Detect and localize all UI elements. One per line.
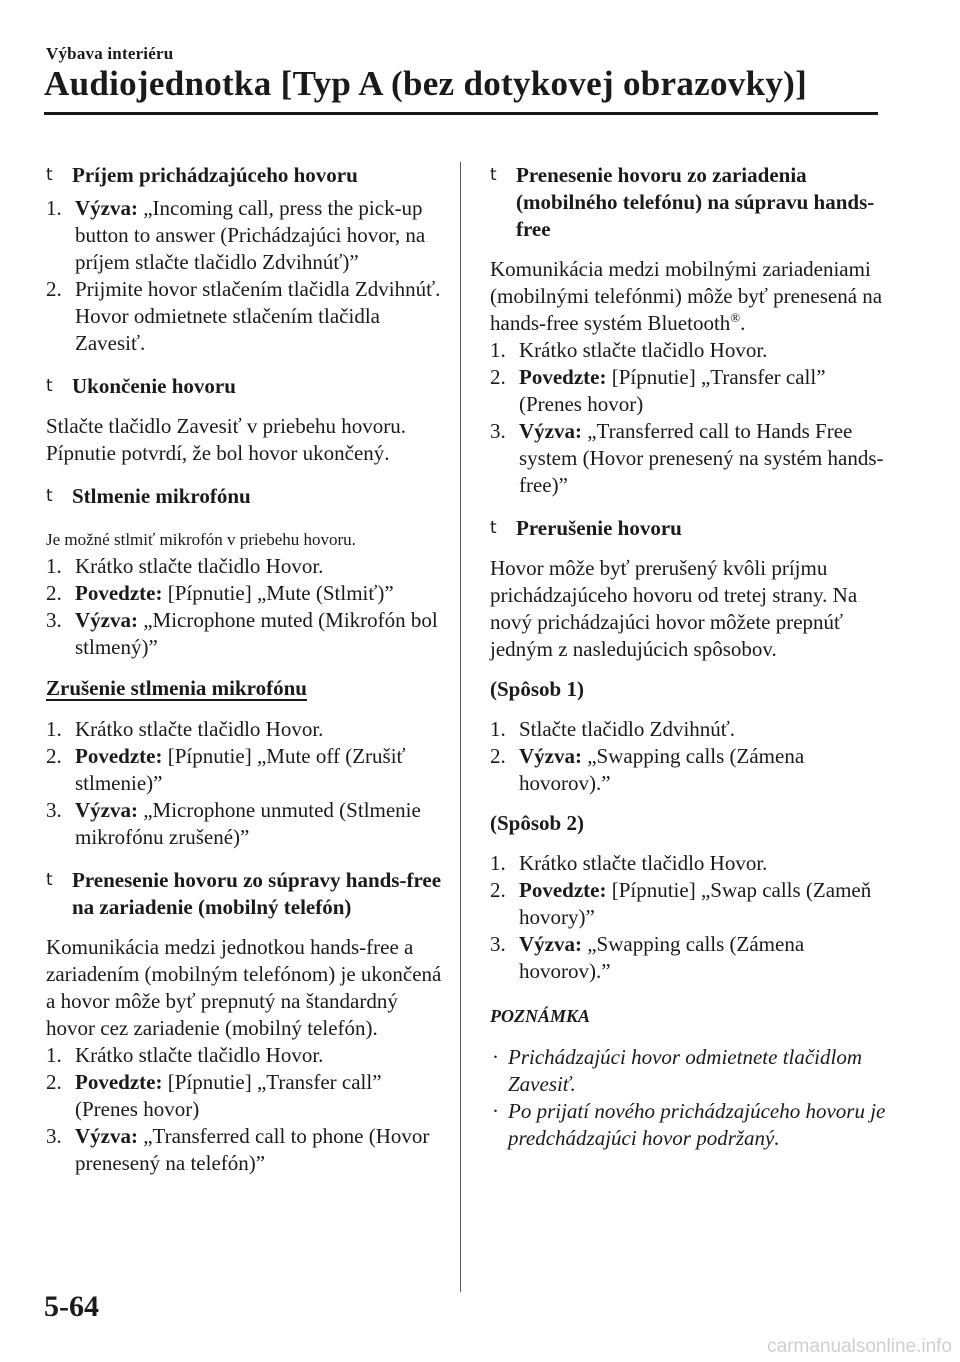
list-item: 3. Výzva: „Transferred call to Hands Free system (Hovor prenesený na systém hands-free)” (490, 419, 884, 497)
list-item: 1. Krátko stlačte tlačidlo Hovor. (490, 338, 768, 362)
incoming-call-steps (46, 195, 446, 357)
list-item: 1. Krátko stlačte tlačidlo Hovor. (46, 554, 324, 578)
list-item: 3. Výzva: „Transferred call to phone (Hovor prenesený na telefón)” (46, 1124, 430, 1175)
section-bullet-icon: t (46, 376, 53, 396)
list-item: 1. Výzva: „Incoming call, press the pick-up button to answer (Prichádzajúci hovor, na príjem stlačte tlačidlo Zdvihnúť)” (46, 196, 426, 274)
section-bullet-icon: t (46, 486, 53, 506)
mute-steps (46, 553, 446, 661)
right-column (490, 162, 890, 1152)
transfer-to-phone-steps (46, 1042, 446, 1177)
end-call-text: Stlačte tlačidlo Zavesiť v priebehu hovoru. Pípnutie potvrdí, že bol hovor ukončený. (46, 414, 407, 465)
list-item: 3. Výzva: „Swapping calls (Zámena hovorov).” (490, 932, 805, 983)
transfer-to-handsfree-text: Komunikácia medzi mobilnými zariadeniami (mobilnými telefónmi) môže byť prenesená na hands-free systém Bluetooth®. (490, 257, 883, 335)
chapter-label: Výbava interiéru (46, 44, 174, 63)
list-item: 2. Povedzte: [Pípnutie] „Transfer call” (Prenes hovor) (46, 1070, 382, 1121)
transfer-to-handsfree-steps (490, 337, 890, 499)
header-rule (44, 112, 878, 115)
mute-intro: Je možné stlmiť mikrofón v priebehu hovoru. (46, 530, 356, 549)
note-bullet-icon: · (492, 1045, 499, 1069)
list-item: · Prichádzajúci hovor odmietnete tlačidlom Zavesiť. (492, 1045, 863, 1096)
column-divider (460, 162, 461, 1292)
list-item: 2. Povedzte: [Pípnutie] „Mute off (Zrušiť stlmenie)” (46, 744, 406, 795)
list-item: 1. Krátko stlačte tlačidlo Hovor. (490, 851, 768, 875)
list-item: 1. Krátko stlačte tlačidlo Hovor. (46, 1043, 324, 1067)
section-heading-end-call: t Ukončenie hovoru (46, 374, 236, 398)
transfer-to-phone-text: Komunikácia medzi jednotkou hands-free a zariadením (mobilným telefónom) je ukončená a hovor môže byť prepnutý na štandardný hovor cez zariadenie (mobilný telefón). (46, 935, 442, 1040)
list-item: 2. Povedzte: [Pípnutie] „Swap calls (Zameň hovory)” (490, 878, 872, 929)
note-heading: POZNÁMKA (490, 1006, 591, 1026)
list-item: 1. Krátko stlačte tlačidlo Hovor. (46, 717, 324, 741)
list-item: 1. Stlačte tlačidlo Zdvihnúť. (490, 717, 736, 741)
section-heading-transfer-to-phone: t Prenesenie hovoru zo súpravy hands-free na zariadenie (mobilný telefón) (46, 868, 442, 919)
unmute-subheading: Zrušenie stlmenia mikrofónu (46, 676, 307, 700)
left-column (46, 162, 446, 1177)
method-1-heading: (Spôsob 1) (490, 677, 584, 701)
section-heading-call-waiting: t Prerušenie hovoru (490, 516, 682, 540)
section-bullet-icon: t (46, 870, 53, 890)
list-item: 2. Povedzte: [Pípnutie] „Mute (Stlmiť)” (46, 581, 394, 605)
section-bullet-icon: t (490, 165, 497, 185)
method-2-steps (490, 850, 890, 985)
unmute-steps (46, 716, 446, 851)
section-heading-transfer-to-handsfree: t Prenesenie hovoru zo zariadenia (mobilného telefónu) na súpravu hands-free (490, 163, 875, 241)
list-item: 3. Výzva: „Microphone muted (Mikrofón bol stlmený)” (46, 608, 438, 659)
list-item: 2. Výzva: „Swapping calls (Zámena hovorov).” (490, 744, 805, 795)
list-item: 3. Výzva: „Microphone unmuted (Stlmenie mikrofónu zrušené)” (46, 798, 421, 849)
call-waiting-text: Hovor môže byť prerušený kvôli príjmu prichádzajúceho hovoru od tretej strany. Na nový prichádzajúci hovor môžete prepnúť jedným z nasledujúcich spôsobov. (490, 556, 858, 661)
list-item: · Po prijatí nového prichádzajúceho hovoru je predchádzajúci hovor podržaný. (492, 1099, 886, 1150)
watermark: carmanualsonline.info (767, 1336, 952, 1357)
page-title: Audiojednotka [Typ A (bez dotykovej obrazovky)] (44, 64, 808, 103)
section-bullet-icon: t (490, 518, 497, 538)
method-1-steps (490, 716, 890, 797)
page-number: 5-64 (44, 1290, 99, 1323)
method-2-heading: (Spôsob 2) (490, 811, 584, 835)
list-item: 2. Povedzte: [Pípnutie] „Transfer call” (Prenes hovor) (490, 365, 826, 416)
section-heading-incoming-call: t Príjem prichádzajúceho hovoru (46, 163, 358, 187)
section-bullet-icon: t (46, 165, 53, 185)
note-list (490, 1044, 890, 1152)
list-item: 2. Prijmite hovor stlačením tlačidla Zdvihnúť. Hovor odmietnete stlačením tlačidla Zavesiť. (46, 277, 441, 355)
note-bullet-icon: · (492, 1099, 499, 1123)
section-heading-mute-microphone: t Stlmenie mikrofónu (46, 484, 251, 508)
